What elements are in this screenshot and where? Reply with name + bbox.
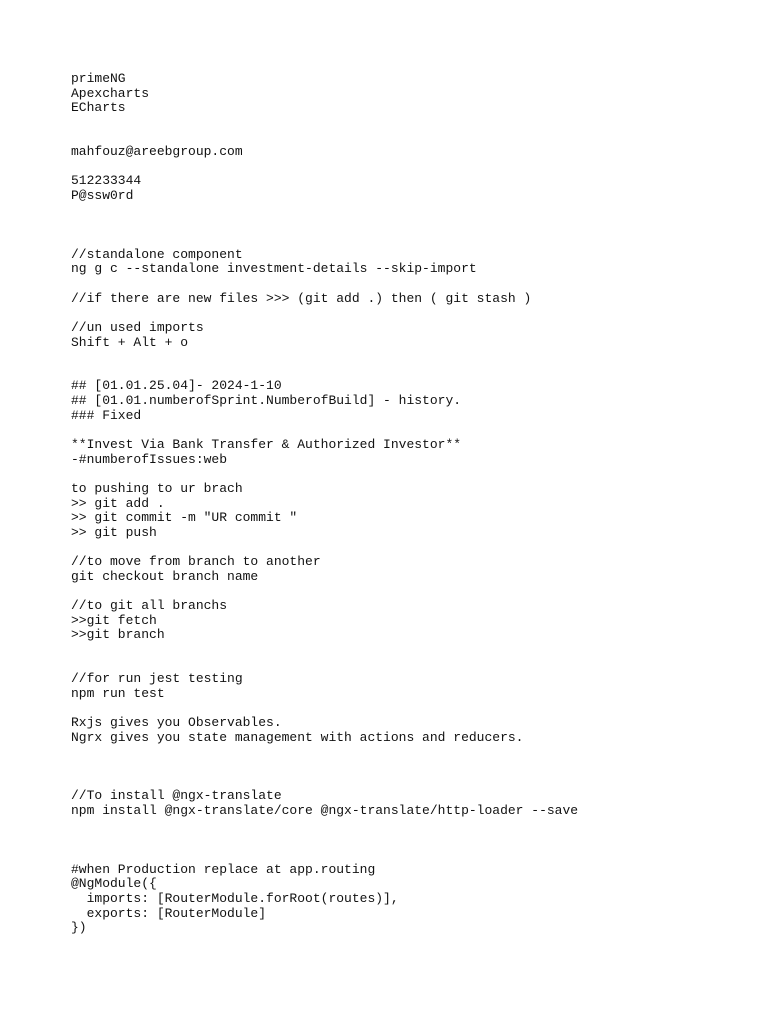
blank-line — [71, 365, 751, 380]
text-line: >> git push — [71, 524, 157, 540]
text-line: 512233344 — [71, 173, 142, 189]
blank-line — [71, 423, 751, 438]
text-line: P@ssw0rd — [71, 188, 134, 204]
text-line: Ngrx gives you state management with actions and reducers. — [71, 729, 524, 745]
text-line: mahfouz@areebgroup.com — [71, 144, 243, 160]
text-line: npm run test — [71, 685, 165, 701]
text-line: >>git fetch — [71, 612, 157, 628]
blank-line — [71, 833, 751, 848]
text-line: @NgModule({ — [71, 876, 157, 892]
text-line: //To install @ngx-translate — [71, 788, 282, 804]
text-line: //for run jest testing — [71, 671, 243, 687]
text-line: ECharts — [71, 100, 126, 116]
text-line: git checkout branch name — [71, 568, 259, 584]
text-line: //to move from branch to another — [71, 554, 321, 570]
text-line: //if there are new files >>> (git add .) then ( git stash ) — [71, 290, 532, 306]
document-page — [71, 72, 751, 936]
blank-line — [71, 467, 751, 482]
blank-line — [71, 131, 751, 146]
text-line: exports: [RouterModule] — [71, 905, 267, 921]
blank-line — [71, 233, 751, 248]
blank-line — [71, 702, 751, 717]
text-line: }) — [71, 920, 87, 936]
blank-line — [71, 116, 751, 131]
blank-line — [71, 218, 751, 233]
text-line: #when Production replace at app.routing — [71, 861, 376, 877]
blank-line — [71, 775, 751, 790]
blank-line — [71, 760, 751, 775]
blank-line — [71, 848, 751, 863]
text-line: **Invest Via Bank Transfer & Authorized Investor** — [71, 437, 462, 453]
blank-line — [71, 819, 751, 834]
text-line: >>git branch — [71, 627, 165, 643]
text-line: Rxjs gives you Observables. — [71, 715, 282, 731]
blank-line — [71, 277, 751, 292]
blank-line — [71, 350, 751, 365]
text-line: ## [01.01.numberofSprint.NumberofBuild] - history. — [71, 393, 462, 409]
text-line: npm install @ngx-translate/core @ngx-translate/http-loader --save — [71, 803, 579, 819]
text-line: >> git add . — [71, 495, 165, 511]
text-line: //standalone component — [71, 246, 243, 262]
text-line: Shift + Alt + o — [71, 334, 189, 350]
blank-line — [71, 204, 751, 219]
text-line: -#numberofIssues:web — [71, 451, 228, 467]
text-line: ### Fixed — [71, 407, 142, 423]
text-line: primeNG — [71, 71, 126, 86]
text-line: to pushing to ur brach — [71, 480, 243, 496]
text-line: >> git commit -m "UR commit " — [71, 510, 298, 526]
blank-line — [71, 584, 751, 599]
text-line: ng g c --standalone investment-details --skip-import — [71, 261, 477, 277]
blank-line — [71, 745, 751, 760]
blank-line — [71, 658, 751, 673]
blank-line — [71, 643, 751, 658]
text-line: ## [01.01.25.04]- 2024-1-10 — [71, 378, 282, 394]
text-line: //un used imports — [71, 319, 204, 335]
text-line: imports: [RouterModule.forRoot(routes)], — [71, 890, 399, 906]
blank-line — [71, 160, 751, 175]
text-line: //to git all branchs — [71, 598, 228, 614]
text-line: Apexcharts — [71, 85, 150, 101]
blank-line — [71, 306, 751, 321]
blank-line — [71, 541, 751, 556]
